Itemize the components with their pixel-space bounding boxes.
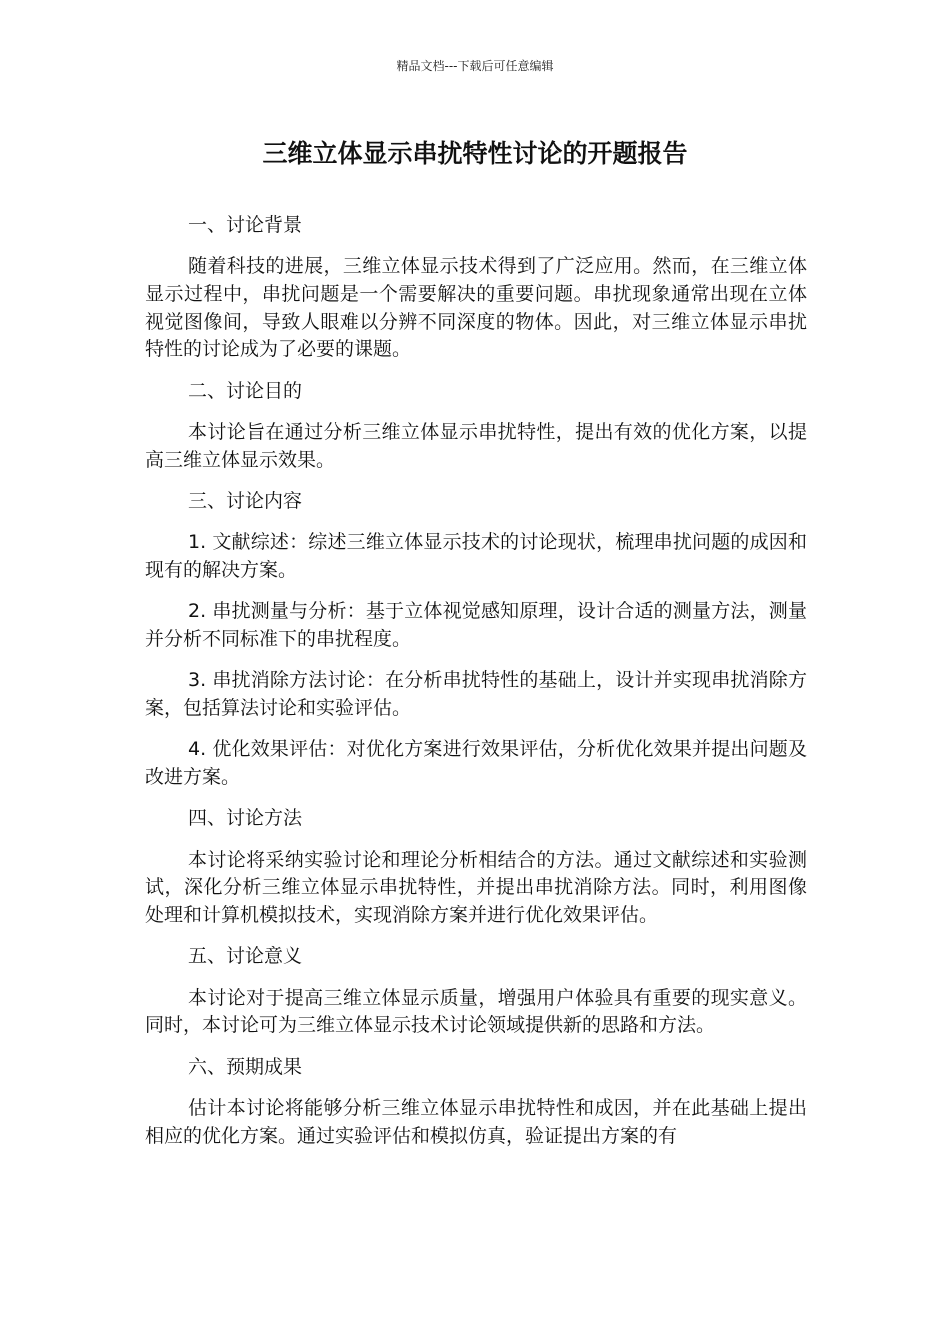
- document-body: [145, 212, 807, 1164]
- paragraph-expected-results: 估计本讨论将能够分析三维立体显示串扰特性和成因，并在此基础上提出相应的优化方案。通过实验评估和模拟仿真，验证提出方案的有: [145, 1097, 807, 1147]
- paragraph-method: 本讨论将采纳实验讨论和理论分析相结合的方法。通过文献综述和实验测试，深化分析三维立体显示串扰特性，并提出串扰消除方法。同时，利用图像处理和计算机模拟技术，实现消除方案并进行优化效果评估。: [145, 848, 807, 926]
- page-header: 精品文档---下载后可任意编辑: [396, 59, 554, 73]
- section-heading-significance: 五、讨论意义: [188, 945, 303, 968]
- paragraph-purpose: 本讨论旨在通过分析三维立体显示串扰特性，提出有效的优化方案，以提高三维立体显示效果。: [145, 420, 807, 471]
- paragraph-content-item-2: 2. 串扰测量与分析：基于立体视觉感知原理，设计合适的测量方法，测量并分析不同标准下的串扰程度。: [145, 600, 807, 650]
- paragraph-background: 随着科技的进展，三维立体显示技术得到了广泛应用。然而，在三维立体显示过程中，串扰问题是一个需要解决的重要问题。串扰现象通常出现在立体视觉图像间，导致人眼难以分辨不同深度的物体。因此，对三维立体显示串扰特性的讨论成为了必要的课题。: [145, 255, 807, 361]
- section-heading-purpose: 二、讨论目的: [188, 379, 303, 402]
- paragraph-content-item-1: 1. 文献综述：综述三维立体显示技术的讨论现状，梳理串扰问题的成因和现有的解决方案。: [145, 531, 807, 581]
- section-heading-background: 一、讨论背景: [188, 214, 303, 236]
- paragraph-content-item-4: 4. 优化效果评估：对优化方案进行效果评估，分析优化效果并提出问题及改进方案。: [145, 738, 807, 788]
- section-heading-content: 三、讨论内容: [188, 489, 303, 512]
- document-title: 三维立体显示串扰特性讨论的开题报告: [262, 139, 688, 168]
- section-heading-method: 四、讨论方法: [188, 807, 303, 830]
- paragraph-content-item-3: 3. 串扰消除方法讨论：在分析串扰特性的基础上，设计并实现串扰消除方案，包括算法讨论和实验评估。: [145, 669, 807, 719]
- paragraph-significance: 本讨论对于提高三维立体显示质量，增强用户体验具有重要的现实意义。同时，本讨论可为三维立体显示技术讨论领域提供新的思路和方法。: [145, 986, 807, 1037]
- section-heading-expected-results: 六、预期成果: [188, 1055, 303, 1078]
